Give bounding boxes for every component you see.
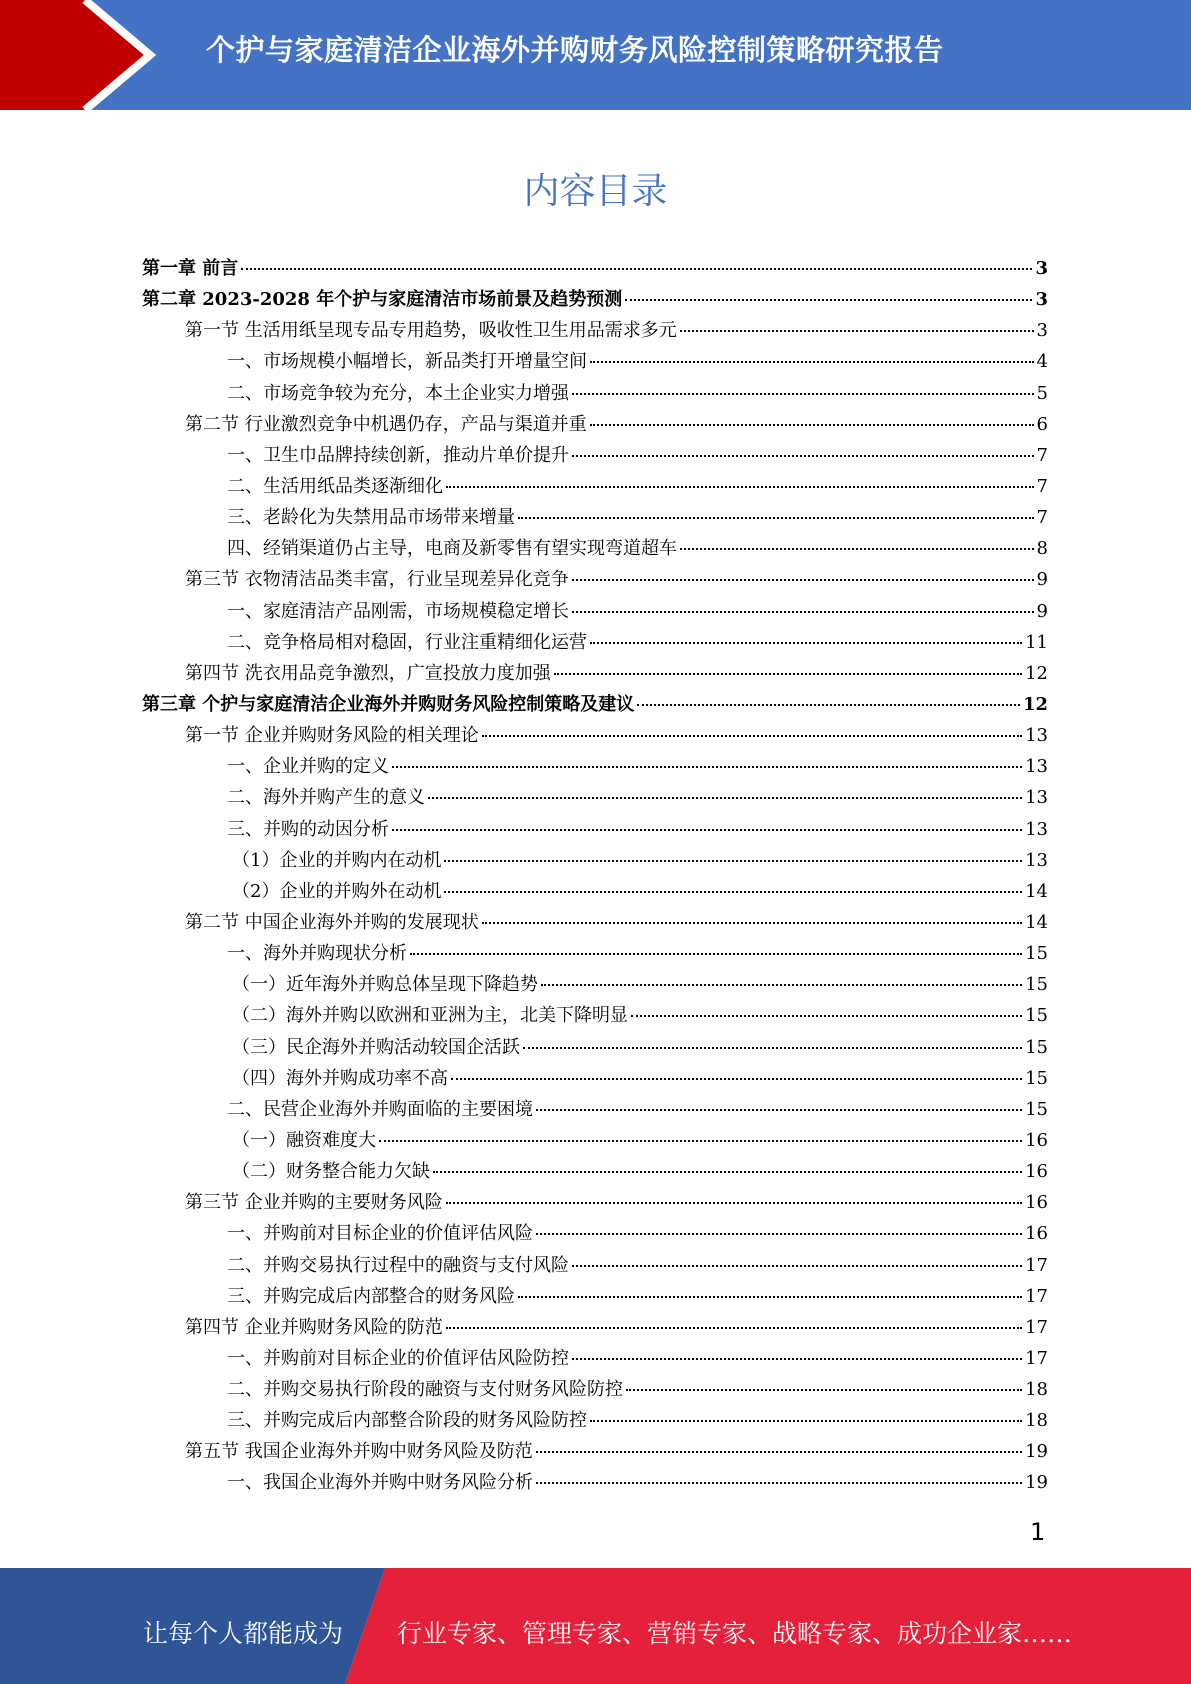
toc-leader-dots <box>572 579 1034 581</box>
toc-entry-text: （一）近年海外并购总体呈现下降趋势 <box>232 974 538 996</box>
toc-entry-page: 3 <box>1035 289 1048 311</box>
toc-entry-text: 第三章 个护与家庭清洁企业海外并购财务风险控制策略及建议 <box>142 693 635 715</box>
toc-entry-page: 15 <box>1025 1036 1048 1058</box>
toc-entry[interactable] <box>142 1033 1048 1064</box>
toc-leader-dots <box>572 1265 1022 1267</box>
toc-leader-dots <box>637 704 1020 706</box>
toc-leader-dots <box>536 1109 1022 1111</box>
toc-entry-page: 8 <box>1036 538 1048 560</box>
toc-entry[interactable] <box>142 877 1048 908</box>
report-title: 个护与家庭清洁企业海外并购财务风险控制策略研究报告 <box>206 33 944 67</box>
toc-entry-text: 二、民营企业海外并购面临的主要困境 <box>227 1098 533 1120</box>
toc-entry[interactable] <box>142 1282 1048 1313</box>
toc-leader-dots <box>626 1389 1022 1391</box>
toc-entry[interactable] <box>142 628 1048 659</box>
toc-entry-text: 三、并购完成后内部整合的财务风险 <box>227 1285 515 1307</box>
toc-entry-text: （四）海外并购成功率不高 <box>232 1067 448 1089</box>
toc-entry-text: 一、企业并购的定义 <box>227 756 389 778</box>
toc-leader-dots <box>590 1420 1022 1422</box>
footer-slogan-right: 行业专家、管理专家、营销专家、战略专家、成功企业家…… <box>397 1619 1073 1648</box>
toc-entry-page: 13 <box>1025 787 1048 809</box>
toc-entry-page: 7 <box>1036 475 1048 497</box>
toc-entry-page: 3 <box>1036 320 1048 342</box>
toc-entry[interactable] <box>142 815 1048 846</box>
toc-entry[interactable] <box>142 1437 1048 1468</box>
toc-leader-dots <box>410 953 1022 955</box>
toc-entry-page: 15 <box>1025 1005 1048 1027</box>
toc-entry-page: 16 <box>1025 1192 1048 1214</box>
toc-entry[interactable] <box>142 1468 1048 1499</box>
toc-entry[interactable] <box>142 939 1048 970</box>
toc-entry-page: 15 <box>1025 1067 1048 1089</box>
toc-entry[interactable] <box>142 379 1048 410</box>
toc-entry-text: 第二章 2023-2028 年个护与家庭清洁市场前景及趋势预测 <box>142 289 623 311</box>
toc-entry-text: 一、市场规模小幅增长，新品类打开增量空间 <box>227 351 587 373</box>
toc-entry-page: 13 <box>1025 756 1048 778</box>
toc-entry[interactable] <box>142 659 1048 690</box>
toc-entry-text: 二、生活用纸品类逐渐细化 <box>227 475 443 497</box>
toc-entry-page: 17 <box>1025 1316 1048 1338</box>
toc-leader-dots <box>536 1482 1022 1484</box>
header-banner <box>0 0 1191 110</box>
toc-entry[interactable] <box>142 1313 1048 1344</box>
toc-entry-text: 二、并购交易执行阶段的融资与支付财务风险防控 <box>227 1379 623 1401</box>
header-arrow-decoration <box>0 0 160 110</box>
toc-entry[interactable] <box>142 1406 1048 1437</box>
toc-leader-dots <box>446 486 1034 488</box>
toc-entry-text: 第四节 企业并购财务风险的防范 <box>185 1316 443 1338</box>
toc-entry[interactable] <box>142 285 1048 316</box>
toc-entry-page: 19 <box>1025 1441 1048 1463</box>
toc-leader-dots <box>590 642 1022 644</box>
toc-leader-dots <box>541 984 1022 986</box>
toc-leader-dots <box>482 922 1022 924</box>
toc-entry-text: （二）财务整合能力欠缺 <box>232 1161 430 1183</box>
toc-leader-dots <box>444 891 1022 893</box>
toc-entry[interactable] <box>142 316 1048 347</box>
toc-entry[interactable] <box>142 690 1048 721</box>
toc-entry-text: 第四节 洗衣用品竞争激烈，广宣投放力度加强 <box>185 662 551 684</box>
toc-leader-dots <box>482 735 1022 737</box>
toc-leader-dots <box>446 1202 1022 1204</box>
toc-entry-text: 第三节 衣物清洁品类丰富，行业呈现差异化竞争 <box>185 569 569 591</box>
toc-entry-page: 13 <box>1025 725 1048 747</box>
footer-banner <box>0 1568 1191 1684</box>
toc-leader-dots <box>446 1327 1022 1329</box>
toc-entry-text: （一）融资难度大 <box>232 1129 376 1151</box>
toc-entry-page: 17 <box>1025 1254 1048 1276</box>
toc-leader-dots <box>451 1078 1022 1080</box>
toc-entry[interactable] <box>142 472 1048 503</box>
toc-entry[interactable] <box>142 503 1048 534</box>
toc-heading: 内容目录 <box>523 171 668 212</box>
toc-entry[interactable] <box>142 1375 1048 1406</box>
toc-entry-text: 二、并购交易执行过程中的融资与支付风险 <box>227 1254 569 1276</box>
toc-leader-dots <box>444 860 1022 862</box>
toc-entry-text: 一、卫生巾品牌持续创新，推动片单价提升 <box>227 444 569 466</box>
toc-entry-text: 三、并购完成后内部整合阶段的财务风险防控 <box>227 1410 587 1432</box>
toc-entry[interactable] <box>142 565 1048 596</box>
toc-entry-text: 三、老龄化为失禁用品市场带来增量 <box>227 507 515 529</box>
toc-leader-dots <box>590 424 1034 426</box>
toc-leader-dots <box>433 1171 1022 1173</box>
toc-entry[interactable] <box>142 1001 1048 1032</box>
toc-entry-page: 11 <box>1025 631 1048 653</box>
toc-entry-text: 一、家庭清洁产品刚需，市场规模稳定增长 <box>227 600 569 622</box>
toc-entry[interactable] <box>142 1157 1048 1188</box>
toc-leader-dots <box>379 1140 1022 1142</box>
toc-entry[interactable] <box>142 752 1048 783</box>
toc-entry-page: 16 <box>1025 1161 1048 1183</box>
toc-entry-page: 5 <box>1036 382 1048 404</box>
toc-entry-page: 15 <box>1025 974 1048 996</box>
toc-entry-page: 17 <box>1025 1285 1048 1307</box>
toc-entry-text: （2）企业的并购外在动机 <box>232 880 442 902</box>
toc-entry-page: 13 <box>1025 818 1048 840</box>
toc-entry[interactable] <box>142 783 1048 814</box>
toc-entry[interactable] <box>142 846 1048 877</box>
toc-leader-dots <box>631 1015 1022 1017</box>
toc-entry-text: 三、并购的动因分析 <box>227 818 389 840</box>
toc-entry-page: 17 <box>1025 1347 1048 1369</box>
toc-entry-page: 18 <box>1025 1379 1048 1401</box>
toc-entry[interactable] <box>142 1064 1048 1095</box>
toc-entry-page: 15 <box>1025 943 1048 965</box>
toc-entry[interactable] <box>142 1219 1048 1250</box>
toc-leader-dots <box>590 361 1034 363</box>
table-of-contents <box>142 254 1048 1500</box>
toc-leader-dots <box>554 673 1022 675</box>
toc-leader-dots <box>680 330 1034 332</box>
toc-entry-page: 14 <box>1025 911 1048 933</box>
toc-entry-text: 第三节 企业并购的主要财务风险 <box>185 1192 443 1214</box>
toc-entry-text: 第二节 中国企业海外并购的发展现状 <box>185 911 479 933</box>
toc-leader-dots <box>572 1358 1022 1360</box>
toc-leader-dots <box>536 1451 1022 1453</box>
toc-entry-page: 12 <box>1025 662 1048 684</box>
toc-entry[interactable] <box>142 441 1048 472</box>
toc-entry-text: （二）海外并购以欧洲和亚洲为主，北美下降明显 <box>232 1005 628 1027</box>
toc-entry[interactable] <box>142 970 1048 1001</box>
toc-entry[interactable] <box>142 1188 1048 1219</box>
toc-entry-page: 6 <box>1036 413 1048 435</box>
toc-entry-text: 第一节 生活用纸呈现专品专用趋势，吸收性卫生用品需求多元 <box>185 320 677 342</box>
toc-leader-dots <box>523 1047 1022 1049</box>
toc-leader-dots <box>392 766 1022 768</box>
toc-leader-dots <box>428 797 1022 799</box>
toc-leader-dots <box>518 517 1034 519</box>
toc-entry-text: 四、经销渠道仍占主导，电商及新零售有望实现弯道超车 <box>227 538 677 560</box>
toc-entry-text: 第五节 我国企业海外并购中财务风险及防范 <box>185 1441 533 1463</box>
toc-entry-text: 一、海外并购现状分析 <box>227 943 407 965</box>
toc-entry-text: 一、并购前对目标企业的价值评估风险 <box>227 1223 533 1245</box>
toc-entry[interactable] <box>142 410 1048 441</box>
toc-entry[interactable] <box>142 347 1048 378</box>
toc-entry[interactable] <box>142 1126 1048 1157</box>
toc-leader-dots <box>680 548 1034 550</box>
toc-entry[interactable] <box>142 908 1048 939</box>
toc-leader-dots <box>572 393 1034 395</box>
toc-entry[interactable] <box>142 254 1048 285</box>
toc-entry-text: 二、竞争格局相对稳固，行业注重精细化运营 <box>227 631 587 653</box>
toc-entry-text: （三）民企海外并购活动较国企活跃 <box>232 1036 520 1058</box>
toc-entry-text: （1）企业的并购内在动机 <box>232 849 442 871</box>
page-number: 1 <box>1030 1518 1046 1546</box>
toc-entry[interactable] <box>142 1344 1048 1375</box>
toc-entry[interactable] <box>142 1251 1048 1282</box>
toc-entry-text: 一、我国企业海外并购中财务风险分析 <box>227 1472 533 1494</box>
toc-entry-page: 16 <box>1025 1129 1048 1151</box>
toc-leader-dots <box>518 1296 1022 1298</box>
toc-entry[interactable] <box>142 721 1048 752</box>
toc-entry-page: 15 <box>1025 1098 1048 1120</box>
toc-entry-text: 一、并购前对目标企业的价值评估风险防控 <box>227 1347 569 1369</box>
toc-entry-text: 第一节 企业并购财务风险的相关理论 <box>185 725 479 747</box>
toc-entry-page: 19 <box>1025 1472 1048 1494</box>
toc-leader-dots <box>536 1233 1022 1235</box>
toc-entry-page: 3 <box>1035 258 1048 279</box>
toc-entry-text: 二、市场竞争较为充分，本土企业实力增强 <box>227 382 569 404</box>
toc-entry-page: 13 <box>1025 849 1048 871</box>
toc-entry-page: 9 <box>1036 600 1048 622</box>
toc-leader-dots <box>392 829 1022 831</box>
toc-leader-dots <box>572 455 1034 457</box>
toc-leader-dots <box>572 611 1034 613</box>
toc-entry-page: 7 <box>1036 444 1048 466</box>
toc-entry-page: 18 <box>1025 1410 1048 1432</box>
toc-entry[interactable] <box>142 1095 1048 1126</box>
toc-entry-page: 16 <box>1025 1223 1048 1245</box>
toc-entry-page: 14 <box>1025 880 1048 902</box>
toc-entry-text: 第二节 行业激烈竞争中机遇仍存，产品与渠道并重 <box>185 413 587 435</box>
toc-entry-text: 第一章 前言 <box>142 258 239 279</box>
toc-leader-dots <box>241 268 1032 270</box>
footer-slogan-left: 让每个人都能成为 <box>143 1619 344 1648</box>
toc-entry-page: 7 <box>1036 507 1048 529</box>
toc-entry[interactable] <box>142 534 1048 565</box>
toc-leader-dots <box>625 299 1032 301</box>
toc-entry[interactable] <box>142 597 1048 628</box>
toc-entry-page: 9 <box>1036 569 1048 591</box>
toc-entry-text: 二、海外并购产生的意义 <box>227 787 425 809</box>
toc-entry-page: 12 <box>1022 693 1048 715</box>
toc-entry-page: 4 <box>1036 351 1048 373</box>
